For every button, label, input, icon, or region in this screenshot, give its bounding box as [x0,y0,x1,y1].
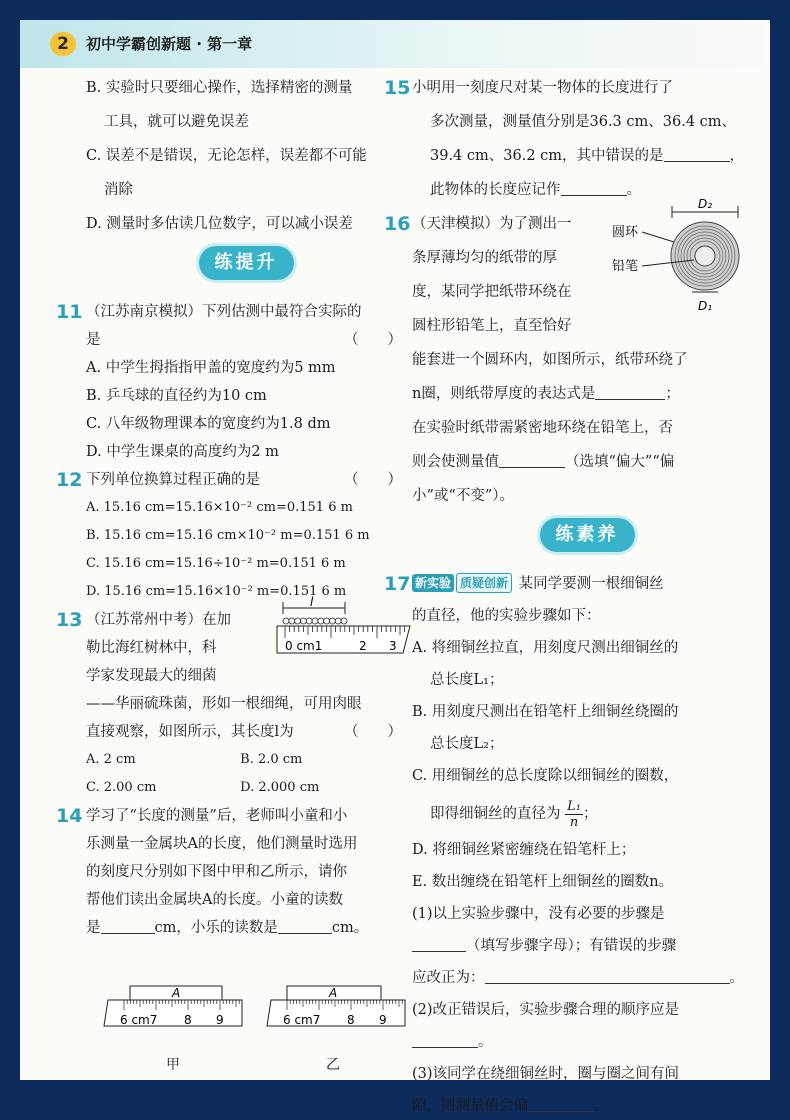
q16-label-d2: D₂ [698,197,713,211]
q11-option-a: A. 中学生拇指指甲盖的宽度约为5 mm [86,360,336,376]
q13-tick-label-2: 2 [359,639,367,653]
q11-stem2-text: 是 [86,332,101,348]
q13-line5-text: 直接观察，如图所示，其长度l为 [86,724,294,740]
q17-frac-numerator: L₁ [567,798,581,814]
q16-line6 [412,380,762,408]
q16-line4: 圆柱形铅笔上，直至恰好 [412,318,572,334]
q13-bead [341,618,347,624]
q14-line5 [86,914,406,942]
q17-fraction [565,799,583,830]
q17-blank-bias[interactable] [528,1093,594,1112]
q17-step-a2: 总长度L₁； [430,672,504,688]
q17-sub3-line2-text: 隙，则测量值会偏 [412,1098,528,1114]
q17-sub1-line2-text: （填写步骤字母）；有错误的步骤 [466,938,677,954]
q17-step-e: E. 数出缠绕在铅笔杆上细铜丝的圈数n。 [412,874,674,890]
q17-sub3-line2-end: 。 [594,1098,609,1114]
q17-step-c2-end: ； [582,806,598,822]
q14-block-label-jia: A [172,986,181,1000]
q11-number: 11 [56,301,83,323]
q14-line4: 帮他们读出金属块A的长度。小童的读数 [86,892,343,908]
section-badge-row-2 [412,510,762,570]
q16-blank-effect[interactable] [499,449,565,468]
q17-sub1-line2 [412,932,762,960]
q11-option-c: C. 八年级物理课本的宽度约为1.8 dm [86,416,331,432]
q13-bead [324,618,330,624]
q12-option-b: B. 15.16 cm=15.16 cm×10⁻² m=0.151 6 m [86,528,370,543]
q17-blank-unnecessary[interactable] [412,933,466,952]
q16-line7: 在实验时纸带需紧密地环绕在铅笔上，否 [412,420,673,436]
q13-bead [318,618,324,624]
q15-line1-text: 小明用一刻度尺对某一物体的长度进行了 [412,80,673,96]
page [20,20,770,1114]
q13-line4: ——华丽硫珠菌，形如一根细绳，可用肉眼 [86,696,362,712]
q14-blank-xiaotong[interactable] [101,915,155,934]
q12-option-c: C. 15.16 cm=15.16÷10⁻² m=0.151 6 m [86,556,346,571]
q15-line2: 多次测量，测量值分别是36.3 cm、36.4 cm、 [430,114,737,130]
q13-bead [312,618,318,624]
q11-stem2 [86,326,406,354]
q13-label-l: l [310,595,314,609]
section-badge-row [86,238,406,298]
q17-sub2-line2 [412,1028,762,1056]
q14-jia-label-8: 8 [184,1013,192,1027]
q12-stem-text: 下列单位换算过程正确的是 [86,472,260,488]
q14-blank-xiaole[interactable] [278,915,332,934]
q15-blank-error[interactable] [664,143,730,162]
q13-line1-text: （江苏常州中考）在加 [86,612,231,628]
q13-option-a: A. 2 cm [86,752,136,767]
q16-line6-end: ； [665,386,680,402]
q14-line3: 的刻度尺分别如下图中甲和乙所示，请你 [86,864,347,880]
q14-jia-label-6: 6 cm7 [120,1013,158,1027]
q14-caption-yi: 乙 [326,1057,340,1073]
q17-blank-order[interactable] [412,1029,478,1048]
q13-ruler-figure [275,595,415,660]
q17-sub1-line3 [412,964,762,992]
tag-new-experiment: 新实验 [412,574,454,592]
q16-line5: 能套进一个圆环内，如图所示，纸带环绕了 [412,352,688,368]
q15-line4-end: 。 [626,182,641,198]
q16-ring-figure [612,194,752,318]
q14-number: 14 [56,805,83,827]
q15-line1 [384,74,762,102]
tag-innovation: 质疑创新 [456,573,512,593]
q13-number: 13 [56,609,83,631]
q17-number: 17 [384,573,411,595]
q17-sub1-line3-end: 。 [729,970,744,986]
q16-line8 [412,448,762,476]
q16-line9: 小”或“不变”）。 [412,488,514,504]
q15-line3-text: 39.4 cm、36.2 cm，其中错误的是 [430,148,664,164]
q13-bead [329,618,335,624]
q17-sub2-line1: (2)改正错误后，实验步骤合理的顺序应是 [412,1002,680,1018]
q13-tick-label-3: 3 [389,639,397,653]
option-b-line1: B. 实验时只要细心操作，选择精密的测量 [86,80,353,96]
q14-line5-b: cm，小乐的读数是 [154,920,278,936]
page-header [20,20,770,68]
q11-option-b: B. 乒乓球的直径约为10 cm [86,388,267,404]
q13-line2: 勒比海红树林中，科 [86,640,217,656]
q13-option-c: C. 2.00 cm [86,780,157,795]
option-c-line1: C. 误差不是错误，无论怎样，误差都不可能 [86,148,367,164]
q13-options-row1 [86,746,406,774]
q16-ring-leader [642,232,674,242]
q11-stem [56,298,406,326]
q14-block-label-yi: A [329,986,338,1000]
q13-line5 [86,718,406,746]
q15-line3 [412,142,762,170]
q17-step-b1: B. 用刻度尺测出在铅笔杆上细铜丝绕圈的 [412,704,679,720]
q13-tick-label-0: 0 cm1 [285,639,323,653]
q14-yi-label-8: 8 [347,1013,355,1027]
option-b-line2: 工具，就可以避免误差 [104,114,249,130]
q11-answer-paren[interactable]: （ ） [344,332,402,348]
q17-step-d: D. 将细铜丝紧密缠绕在铅笔杆上； [412,842,636,858]
q11-stem-text: （江苏南京模拟）下列估测中最符合实际的 [86,304,362,320]
q15-line3-end: ， [729,148,745,164]
q14-ruler-jia [102,980,247,1030]
q17-step-b2: 总长度L₂； [430,736,504,752]
option-d-line: D. 测量时多估读几位数字，可以减小误差 [86,216,353,232]
left-column [56,68,406,942]
q17-sub3-line1: (3)该同学在绕细铜丝时，圈与圈之间有间 [412,1066,680,1082]
q17-sub1-line3-text: 应改正为： [412,970,485,986]
q12-answer-paren[interactable]: （ ） [344,472,402,488]
q13-line3: 学家发现最大的细菌 [86,668,217,684]
q17-line1 [384,570,762,598]
q13-answer-paren[interactable]: （ ） [344,724,402,740]
option-c-line2: 消除 [104,182,133,198]
q17-step-a1: A. 将细铜丝拉直，用刻度尺测出细铜丝的 [412,640,679,656]
q13-option-b: B. 2.0 cm [240,752,303,767]
q13-bead [306,618,312,624]
q16-line2: 条厚薄均匀的纸带的厚 [412,250,557,266]
q14-line1 [56,802,406,830]
q14-yi-label-6: 6 cm7 [283,1013,321,1027]
q16-line6-text: n圈，则纸带厚度的表达式是 [412,386,596,402]
q14-line5-a: 是 [86,920,101,936]
page-title: 初中学霸创新题 · 第一章 [86,35,253,53]
q14-ruler-yi [265,980,410,1030]
q13-bead [289,618,295,624]
q17-line1-text: 某同学要测一根细铜丝 [518,576,664,592]
q12-number: 12 [56,469,83,491]
q14-line1-text: 学习了“长度的测量”后，老师叫小童和小 [86,808,348,824]
q17-step-c2 [412,794,762,834]
q14-jia-label-9: 9 [216,1013,224,1027]
q17-blank-correction[interactable] [485,965,730,984]
q11-option-d: D. 中学生课桌的高度约为2 m [86,444,279,460]
q13-bead [283,618,289,624]
q14-caption-jia: 甲 [166,1057,180,1073]
q14-line2: 乐测量一金属块A的长度，他们测量时选用 [86,836,358,852]
q17-line2: 的直径，他的实验步骤如下： [412,608,601,624]
q17-sub2-line2-end: 。 [478,1034,493,1050]
q12-option-a: A. 15.16 cm=15.16×10⁻² cm=0.151 6 m [86,500,353,515]
q13-option-d: D. 2.000 cm [240,780,320,795]
q13-bead [295,618,301,624]
q13-bead [300,618,306,624]
q14-line5-c: cm。 [331,920,369,936]
q13-bead [335,618,341,624]
q16-line8-text: 则会使测量值 [412,454,499,470]
q15-number: 15 [384,77,411,99]
q12-option-d: D. 15.16 cm=15.16×10⁻² m=0.151 6 m [86,584,347,599]
q17-step-c1: C. 用细铜丝的总长度除以细铜丝的圈数， [412,768,679,784]
q16-line1-text: （天津模拟）为了测出一 [412,216,572,232]
q16-number: 16 [384,213,411,235]
section-badge-suyang: 练素养 [540,518,635,552]
q14-yi-label-9: 9 [379,1013,387,1027]
q17-sub3-line2 [412,1092,762,1120]
q16-label-d1: D₁ [698,299,713,313]
q16-label-ring: 圆环 [612,225,639,240]
q13-bacterium-chain [283,618,347,624]
q17-sub1-line1: (1)以上实验步骤中，没有必要的步骤是 [412,906,665,922]
section-badge-tisheng: 练提升 [199,246,294,280]
q16-pencil [695,246,715,266]
q16-blank-expression[interactable] [595,381,665,400]
page-number: 2 [50,32,76,56]
q17-step-c2-text: 即得细铜丝的直径为 [430,806,561,822]
q15-line4-text: 此物体的长度应记作 [430,182,561,198]
q13-options-row2 [86,774,406,802]
q16-line3: 度，某同学把纸带环绕在 [412,284,572,300]
q16-line8-end: （选填“偏大”“偏 [565,454,675,470]
q16-label-pencil: 铅笔 [612,259,639,274]
q12-stem [56,466,406,494]
q17-frac-denominator: n [569,814,579,830]
